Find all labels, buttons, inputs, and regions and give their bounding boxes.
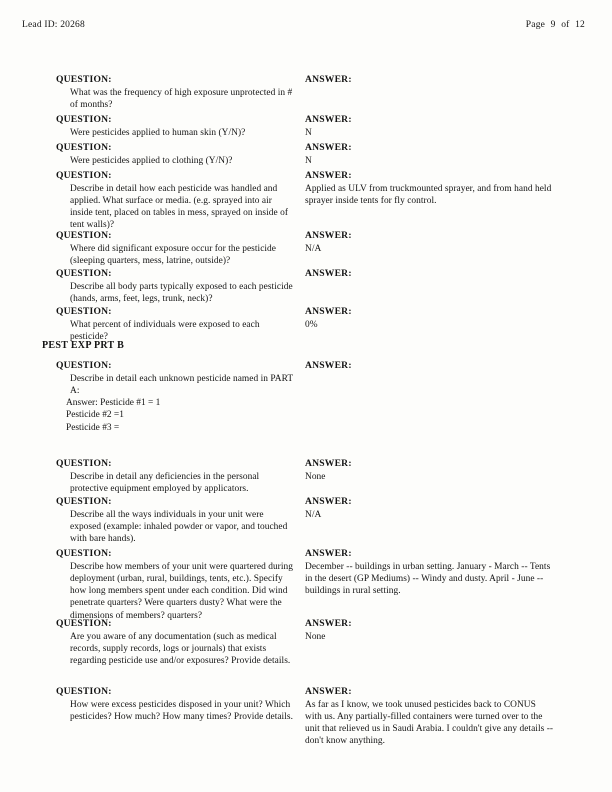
- page-total: 12: [575, 20, 585, 30]
- question-column: [56, 268, 296, 305]
- answer-column: [305, 548, 555, 597]
- answer-label: ANSWER:: [305, 114, 352, 125]
- qa-row: [0, 360, 612, 433]
- question-sublist-item: Answer: Pesticide #1 = 1: [66, 398, 161, 409]
- answer-column: [305, 170, 555, 207]
- page-header: [0, 20, 612, 36]
- answer-column: [305, 458, 555, 483]
- question-column: [56, 548, 296, 622]
- question-label: QUESTION:: [56, 114, 112, 125]
- question-column: [56, 74, 296, 111]
- answer-label: ANSWER:: [305, 306, 352, 317]
- qa-row: [0, 230, 612, 266]
- question-text: Where did significant exposure occur for the pesticide (sleeping quarters, mess, latrine, outside)?: [70, 243, 277, 266]
- question-text: How were excess pesticides disposed in your unit? Which pesticides? How much? How many times? Provide details.: [70, 699, 293, 722]
- qa-row: [0, 142, 612, 166]
- qa-row: [0, 268, 612, 304]
- answer-column: [305, 360, 555, 373]
- answer-text: December -- buildings in urban setting. January - March -- Tents in the desert (GP Mediums) -- Windy and dusty. April - June -- buildings in rural setting.: [305, 561, 551, 597]
- question-column: [56, 306, 296, 343]
- answer-label: ANSWER:: [305, 74, 352, 85]
- answer-text: Applied as ULV from truckmounted sprayer, and from hand held sprayer inside tents for fly control.: [305, 183, 552, 206]
- question-label: QUESTION:: [56, 618, 112, 629]
- answer-label: ANSWER:: [305, 230, 352, 241]
- question-column: [56, 230, 296, 267]
- qa-row: [0, 496, 612, 545]
- answer-column: [305, 686, 555, 748]
- question-text: Describe in detail each unknown pesticide named in PART A:: [70, 373, 293, 396]
- question-sublist-item: Pesticide #2 =1: [66, 410, 124, 421]
- qa-row: [0, 458, 612, 494]
- question-column: [56, 114, 296, 139]
- question-label: QUESTION:: [56, 268, 112, 279]
- qa-row: [0, 306, 612, 342]
- question-text: Were pesticides applied to human skin (Y/N)?: [70, 127, 246, 138]
- answer-label: ANSWER:: [305, 170, 352, 181]
- question-label: QUESTION:: [56, 686, 112, 697]
- question-text: What percent of individuals were exposed to each pesticide?: [70, 319, 260, 342]
- qa-row: [0, 618, 612, 667]
- question-text: Describe all body parts typically exposed to each pesticide (hands, arms, feet, legs, trunk, neck)?: [70, 281, 293, 304]
- answer-text: As far as I know, we took unused pesticides back to CONUS with us. Any partially-filled containers were turned over to the unit that relieved us in Saudi Arabia. I couldn't give any details -- don't know anything.: [305, 699, 554, 747]
- question-text: Describe all the ways individuals in your unit were exposed (example: inhaled powder or vapor, and touched with bare hands).: [70, 509, 288, 545]
- answer-label: ANSWER:: [305, 548, 352, 559]
- question-label: QUESTION:: [56, 496, 112, 507]
- question-label: QUESTION:: [56, 142, 112, 153]
- qa-row: [0, 114, 612, 138]
- answer-column: [305, 306, 555, 331]
- answer-column: [305, 230, 555, 255]
- answer-column: [305, 618, 555, 643]
- question-text: Describe how members of your unit were quartered during deployment (urban, rural, buildings, tents, etc.). Specify how long members spent under each condition. Did wind penetrate quarters? Were quarters dusty? What were the dimensions of members? quarters?: [70, 561, 293, 621]
- answer-label: ANSWER:: [305, 686, 352, 697]
- answer-text: N/A: [305, 243, 322, 254]
- question-label: QUESTION:: [56, 306, 112, 317]
- answer-column: [305, 496, 555, 521]
- answer-text: None: [305, 471, 326, 482]
- answer-text: None: [305, 631, 326, 642]
- question-sublist: [56, 397, 296, 434]
- question-sublist-item: Pesticide #3 =: [66, 422, 120, 433]
- answer-column: [305, 74, 555, 87]
- question-text: Describe in detail any deficiencies in the personal protective equipment employed by applicators.: [70, 471, 260, 494]
- answer-text: N/A: [305, 509, 322, 520]
- question-label: QUESTION:: [56, 548, 112, 559]
- answer-column: [305, 268, 555, 281]
- question-label: QUESTION:: [56, 360, 112, 371]
- qa-row: [0, 548, 612, 621]
- question-text: Are you aware of any documentation (such as medical records, supply records, logs or journals) that exists regarding pesticide use and/or exposures? Provide details.: [70, 631, 291, 667]
- answer-label: ANSWER:: [305, 360, 352, 371]
- question-column: [56, 458, 296, 495]
- question-column: [56, 142, 296, 167]
- question-label: QUESTION:: [56, 170, 112, 181]
- answer-text: 0%: [305, 319, 318, 330]
- answer-label: ANSWER:: [305, 618, 352, 629]
- page-number-indicator: [526, 20, 588, 30]
- question-text: Describe in detail how each pesticide was handled and applied. What surface or media. (e.g. sprayed into air inside tent, placed on tables in mess, sprayed on inside of tent walls)?: [70, 183, 289, 231]
- answer-text: N: [305, 127, 312, 138]
- section-heading: PEST EXP PRT B: [42, 340, 125, 351]
- answer-label: ANSWER:: [305, 458, 352, 469]
- question-label: QUESTION:: [56, 458, 112, 469]
- question-column: [56, 618, 296, 667]
- question-label: QUESTION:: [56, 74, 112, 85]
- lead-id: Lead ID: 20268: [22, 20, 85, 30]
- answer-text: N: [305, 155, 312, 166]
- page-current: 9: [550, 20, 556, 30]
- page-of-label: of: [561, 20, 570, 30]
- question-text: Were pesticides applied to clothing (Y/N)?: [70, 155, 233, 166]
- qa-row: [0, 74, 612, 110]
- qa-row: [0, 170, 612, 231]
- question-label: QUESTION:: [56, 230, 112, 241]
- question-text: What was the frequency of high exposure unprotected in # of months?: [70, 87, 293, 110]
- answer-label: ANSWER:: [305, 496, 352, 507]
- answer-column: [305, 142, 555, 167]
- answer-column: [305, 114, 555, 139]
- question-column: [56, 496, 296, 545]
- answer-label: ANSWER:: [305, 142, 352, 153]
- question-column: [56, 170, 296, 232]
- question-column: [56, 686, 296, 723]
- qa-row: [0, 686, 612, 747]
- answer-label: ANSWER:: [305, 268, 352, 279]
- question-column: [56, 360, 296, 434]
- page-label: Page: [525, 20, 546, 30]
